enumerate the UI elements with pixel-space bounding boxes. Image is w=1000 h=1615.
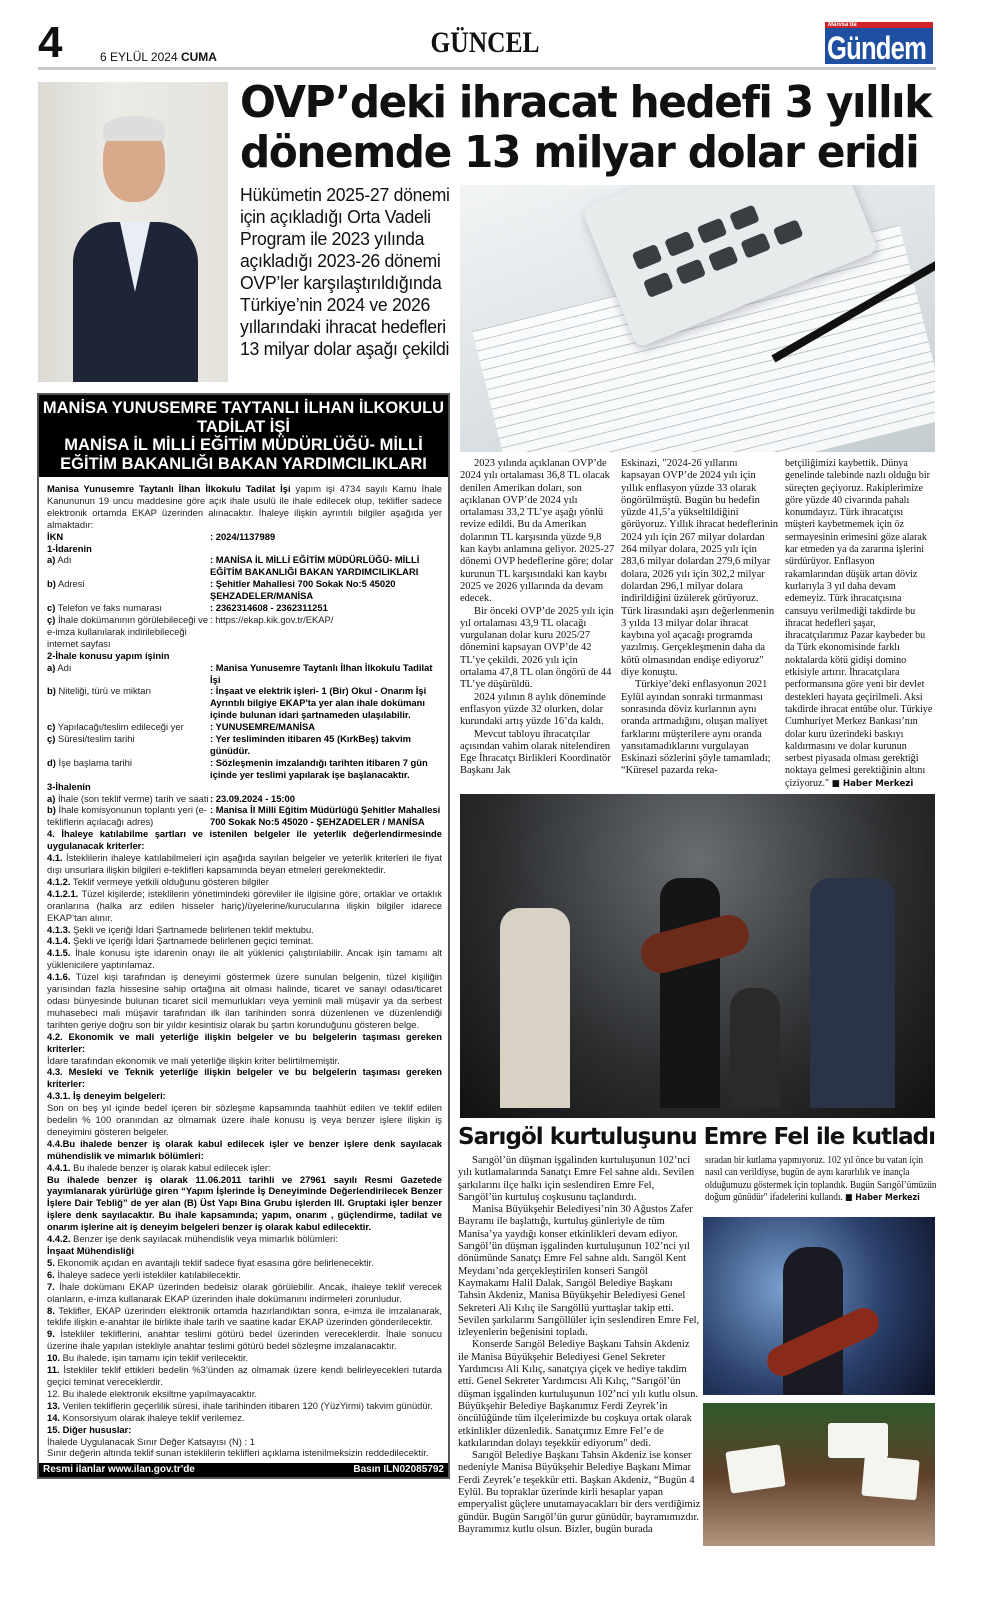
notice-row xyxy=(47,554,442,578)
notice-row xyxy=(47,804,442,828)
row-value: : 23.09.2024 - 15:00 xyxy=(210,792,295,804)
notice-item xyxy=(47,935,442,947)
row-value: : YUNUSEMRE/MANİSA xyxy=(210,721,316,733)
row-label: ç) Süresi/teslim tarihi xyxy=(47,733,135,745)
item-number: 7. xyxy=(47,1280,55,1292)
row-label: b) İhale komisyonunun toplantı yeri (e-tekliflerin açılacağı adres) xyxy=(47,804,207,828)
item-text: Son on beş yıl içinde bedel içeren bir sözleşme kapsamında taahhüt edilen ve teklif edilen bedelin % 100 oranından az olmamak üzere ihale konusu iş veya benzer işlere ilişkin iş deneyimini gösteren belgeler. xyxy=(47,1102,442,1137)
item-text: Şekli ve içeriği İdari Şartnamede belirlenen geçici teminat. xyxy=(70,935,314,947)
row-value: : İnşaat ve elektrik işleri- 1 (Bir) Okul - Onarım İşi Ayrıntılı bilgiye EKAP'ta yer alan ihale dokümanı içinde bulunan idari şartnameden ulaşılabilir. xyxy=(210,685,427,721)
notice-item xyxy=(47,888,442,924)
crowd-photo xyxy=(703,1403,935,1546)
item-text: 12. Bu ihalede elektronik eksiltme yapılmayacaktır. xyxy=(47,1387,257,1399)
notice-item xyxy=(47,828,442,852)
notice-intro-bold: Manisa Yunusemre Taytanlı İlhan İlkokulu Tadilat İşi xyxy=(47,483,291,494)
row-label: c) Telefon ve faks numarası xyxy=(47,602,162,614)
notice-item xyxy=(47,1090,442,1102)
page-number: 4 xyxy=(38,18,63,67)
paragraph: Bir önceki OVP’de 2025 yılı için yıl ortalaması 43,9 TL olacağı vurgulanan dolar kuru 2025/27 dönemini kapsayan OVP’de 42 TL’ye çekildi. 2026 yılı için ortalama 47,8 TL olan öngörü de 44 TL’ye düşürüldü. xyxy=(460,605,614,691)
notice-item xyxy=(47,1328,442,1352)
item-text: İstekliler tekliflerini, anahtar teslimi götürü bedel üzerinden vereceklerdir. İhale sonucu üzerine ihale yapılan istekliyle anahtar teslimi götürü bedel sözleşme imzalanacaktır. xyxy=(47,1328,442,1352)
notice-item xyxy=(47,947,442,971)
section-title: GÜNCEL xyxy=(430,26,540,59)
notice-item xyxy=(47,1055,442,1067)
item-text: Verilen tekliflerin geçerlilik süresi, ihale tarihinden itibaren 120 (YüzYirmi) takvim günüdür. xyxy=(60,1399,433,1411)
item-text: Konsorsiyum olarak ihaleye teklif verilemez. xyxy=(60,1411,245,1423)
item-text: İstekliler teklif ettikleri bedelin %3’ünden az olmamak üzere kendi belirleyecekleri tutarda geçici teminat vereceklerdir. xyxy=(47,1364,442,1387)
item-number: 4.1.2.1. xyxy=(47,887,79,899)
item-number: 4.3.1. İş deneyim belgeleri: xyxy=(47,1090,166,1102)
item-text: Sınır değerin altında teklif sunan isteklilerin teklifleri açıklama istenilmeksizin reddedilecektir. xyxy=(47,1447,429,1459)
paragraph: Konserde Sarıgöl Belediye Başkanı Tahsin Akdeniz ile Manisa Büyükşehir Belediyesi Genel Sekreter Yardımcısı Ali Kılıç, sanatçıya çiçek ve hediye takdim etti. Genel Sekreter Yardımcısı Ali Kılıç, “Sarıgöl’ün düşman işgalinden kurtuluşunun 102’nci yılı kutlu olsun. Büyükşehir Belediye Başkanımız Ferdi Zeyrek’in öncülüğünde tüm ilçelerimizde bu coşkuya ortak olarak etkinlikler düzenledik. Sanatçımız Emre Fel’e de katkılarından dolayı teşekkür ediyorum" dedi. xyxy=(458,1339,699,1449)
notice-row xyxy=(47,614,442,650)
item-number: 4.4.1. xyxy=(47,1161,71,1173)
notice-row xyxy=(47,602,442,614)
row-label: b) Adresi xyxy=(47,578,85,590)
paragraph: Eskinazi, "2024-26 yıllarını kapsayan OVP’de 2024 yılı için yıllık enflasyon yüzde 33 olarak öngörülmüştü. Bugün bu hedefin yüzde 41,5’a yükseltildiğini görüyoruz. Yıllık ihracat hedeflerinin 2024 yılı için 267 milyar dolardan 264 milyar dolara, 2025 yılı için 283,6 milyar dolardan 279,6 milyar dolara, 2026 yılı için 302,2 milyar dolardan 296,1 milyar dolara indirildiğini üzülerek görüyoruz. Türk lirasındaki aşırı değerlenmenin 3 yılda 13 milyar dolar ihracat kaybına yol açacağı programda yazılmış. Gerçekleşmenin daha da kötü olmasından endişe ediyoruz" diye konuştu. xyxy=(621,458,779,679)
item-text: Tüzel kişi tarafından iş deneyimi göstermek üzere sunulan belgenin, tüzel kişiliğin yarısından fazla hissesine sahip ortağına ait olması halinde, ticaret ve sanayi odası/ticaret odası bünyesinde bulunan ticaret sicil memurlukları veya yeminli mali müşavir ya da serbest muhasebeci mali müşavir tarafından ilk ilan tarihinden sonra düzenlenen ve düzenlendiği tarihten geriye doğru son bir yıldır kesintisiz olarak bu şartın korunduğunu gösteren belge. xyxy=(47,971,442,1030)
headline: OVP’deki ihracat hedefi 3 yıllık dönemde 13 milyar dolar eridi xyxy=(240,77,931,178)
item-number: 14. xyxy=(47,1411,61,1423)
notice-item xyxy=(47,852,442,876)
row-label: a) Adı xyxy=(47,554,72,566)
paragraph: Manisa Büyükşehir Belediyesi’nin 30 Ağustos Zafer Bayramı ile başlattığı, kurtuluş günleriyle de tüm Manisa’ya yaydığı konser etkinlikleri devam ediyor. Sarıgöl’ün düşman işgalinden kurtuluşunun 102’nci yıl dönümünde Sanatçı Emre Fel sahne aldı. Sarıgöl Kent Meydanı’nda gerçekleştirilen konseri Sarıgöl Kaymakamı Halil Dalak, Sarıgöl Belediye Başkanı Tahsin Akdeniz, Manisa Büyükşehir Belediyesi Genel Sekreteri Ali Kılıç ile Sarıgöllü yurttaşlar takip etti. Sevilen şarkılarını Sarıgöllüler için seslendiren Emre Fel, izleyenlerin beğenisini topladı. xyxy=(458,1204,700,1339)
notice-item xyxy=(47,1138,442,1162)
notice-row xyxy=(47,578,442,602)
item-number: 4.1.6. xyxy=(47,971,71,983)
row-value: : Şehitler Mahallesi 700 Sokak No:5 45020 ŞEHZADELER/MANİSA xyxy=(210,578,396,602)
notice-item xyxy=(47,1412,442,1424)
row-label: d) İşe başlama tarihi xyxy=(47,756,132,768)
notice-body xyxy=(39,477,448,1463)
article1-column-1 xyxy=(460,458,615,778)
paragraph: betçiliğimizi kaybettik. Dünya genelinde talebinde nazlı olduğu bir süreçten geçiyoruz. Rakiplerimize göre yüzde 40 civarında pahalı konumdayız. Türk ihracatçısı müşteri kaybetmemek için öz sermayesinin erimesini göze alarak kar etmeden ya da zararına işlerini sürdürüyor. Enflasyon rakamlarından düşük artan döviz kurlarıyla 3 yıl daha devam edemeyiz. Türk ihracatçısına cansuyu verilmediği takdirde bu ihracat hedefleri şaşar, ihracatçılarımız Pazar kaybeder bu da Türk ekonomisinde farklı noktalarda kötü gidişi domino etkisiyle artırır. İhracatçılara performansına göre yeni bir devlet destekleri hayata geçirilmeli. Aksi takdirde ihracat entübe olur. Türkiye Cumhuriyet Merkez Bankası’nın dolar kuru üzerindeki baskıyı kaldırmasını ve dolar kurunun serbest piyasada olması gerektiği noktaya gelmesi gerektiğinin altını çiziyoruz." xyxy=(785,458,933,789)
calculator-photo xyxy=(460,185,935,452)
logo-text: Gündem xyxy=(827,30,927,66)
item-number: 15. Diğer hususlar: xyxy=(47,1423,132,1435)
weekday: CUMA xyxy=(180,50,217,64)
row-value: : Yer tesliminden itibaren 45 (KırkBeş) takvim günüdür. xyxy=(210,733,411,756)
newspaper-logo xyxy=(825,22,933,64)
row-value: : 2362314608 - 2362311251 xyxy=(210,602,328,614)
row-value: : Manisa Yunusemre Taytanlı İlhan İlkokulu Tadilat İşi xyxy=(210,661,433,685)
item-text: Şekli ve içeriği İdari Şartnamede belirlenen teklif mektubu. xyxy=(70,923,314,935)
row-label: a) İhale (son teklif verme) tarih ve saati xyxy=(47,792,209,804)
byline: ■ Haber Merkezi xyxy=(831,778,914,789)
notice-footer xyxy=(39,1463,448,1477)
item-number: 4.2. Ekonomik ve mali yeterliğe ilişkin belgeler ve bu belgelerin taşıması gereken kriterler: xyxy=(47,1030,442,1054)
notice-item xyxy=(47,1102,442,1138)
notice-item xyxy=(47,1031,442,1055)
notice-item xyxy=(47,1257,442,1269)
concert-stage-photo xyxy=(460,794,935,1118)
item-text: Tüzel kişilerde; isteklilerin yönetimindeki görevliler ile ilgisine göre, ortaklar ve ortaklık oranlarına (halka arz edilen hisseler hariç)/üyelerine/kurucularına ilişkin bilgiler idarece EKAP’tan alınır. xyxy=(47,887,442,923)
item-text: İsteklilerin ihaleye katılabilmeleri için aşağıda sayılan belgeler ve yeterlik kriterleri ile fiyat dışı unsurlara ilişkin bilgileri e-teklifleri kapsamında beyan etmeleri gerekmektedir. xyxy=(47,852,442,875)
tender-notice xyxy=(37,393,450,1479)
notice-row xyxy=(47,721,442,733)
item-text: Bu ihalede, işin tamamı için teklif verilecektir. xyxy=(60,1352,249,1364)
item-number: İnşaat Mühendisliği xyxy=(47,1245,134,1256)
notice-title xyxy=(39,395,448,477)
section-heading: 1-İdarenin xyxy=(47,542,92,554)
ikn-label: İKN xyxy=(47,530,64,542)
item-number: 4.1.3. xyxy=(47,923,71,935)
row-value: : https://ekap.kik.gov.tr/EKAP/ xyxy=(210,613,334,625)
item-text: İhale konusu işte idarenin onayı ile alt yüklenici çalıştırılabilir. Ancak işin tamamı alt yüklenicilere yaptırılamaz. xyxy=(47,947,442,971)
portrait-photo xyxy=(38,82,228,382)
item-number: 9. xyxy=(47,1328,55,1340)
notice-item xyxy=(47,1245,442,1257)
ikn-value: : 2024/1137989 xyxy=(210,530,276,542)
article1-column-2 xyxy=(621,458,779,778)
item-text: İhaleye sadece yerli istekliler katılabilecektir. xyxy=(54,1268,241,1280)
date: 6 EYLÜL 2024 xyxy=(100,50,178,64)
notice-item xyxy=(47,1066,442,1090)
paragraph: Türkiye’deki enflasyonun 2021 Eylül ayından sonraki tırmanması sonrasında döviz kurlarının aynı oranda artmadığını, oluşan maliyet farklarını müşterilere aynı oranda yansıtamadıklarını vurgulayan Eskinazi sözlerini şöyle tamamladı; “Küresel pazarda reka- xyxy=(621,679,771,777)
article1-column-3 xyxy=(785,458,935,790)
notice-item xyxy=(47,1447,442,1459)
item-number: 4.1.2. xyxy=(47,875,71,887)
notice-item xyxy=(47,1388,442,1400)
paragraph: Mevcut tabloyu ihracatçılar açısından vahim olarak nitelendiren Ege İhracatçı Birlikleri Koordinatör Başkanı Jak xyxy=(460,728,611,777)
item-number: 8. xyxy=(47,1304,55,1316)
notice-item xyxy=(47,1233,442,1245)
paragraph: 2024 yılının 8 aylık döneminde enflasyon yüzde 32 olurken, dolar kurundaki artış yüzde 16’da kaldı. xyxy=(460,691,606,728)
item-number: 4. İhaleye katılabilme şartları ve istenilen belgeler ile yeterlik değerlendirmesinde uygulanacak kriterler: xyxy=(47,828,442,852)
logo-small: Manisa'da xyxy=(828,22,857,28)
notice-item xyxy=(47,971,442,1031)
notice-item xyxy=(47,1269,442,1281)
paragraph: Sarıgöl Belediye Başkanı Tahsin Akdeniz ise konser nedeniyle Manisa Büyükşehir Belediye Başkanı Mimar Ferdi Zeyrek’e teşekkür etti. Başkan Akdeniz, “Bugün 4 Eylül. Bu topraklar üzerinde kirli hesaplar yapan emperyalist güçlere unutamayacakları bir ders verdiğimiz gündür. Bugün Sarıgöl’ün gurur günüdür, bayramımızdır. Bayramımız kutlu olsun. Bizler, bugün burada xyxy=(458,1450,701,1535)
item-number: 10. xyxy=(47,1352,61,1364)
footer-right: Basın ILN02085792 xyxy=(353,1464,444,1476)
row-value: : Sözleşmenin imzalandığı tarihten itibaren 7 gün içinde yer teslimi yapılarak işe başlanacaktır. xyxy=(210,756,428,780)
notice-row xyxy=(47,662,442,686)
lede: Hükümetin 2025-27 dönemi için açıkladığı Orta Vadeli Program ile 2023 yılında açıkladığı 2023-26 dönemi OVP’ler karşılaştırıldığında Türkiye’nin 2024 ve 2026 yıllarındaki ihracat hedefleri 13 milyar dolar aşağı çekildi xyxy=(240,185,450,359)
notice-item xyxy=(47,1162,442,1174)
footer-left[interactable]: Resmi ilanlar www.ilan.gov.tr'de xyxy=(43,1464,195,1476)
notice-item xyxy=(47,1436,442,1448)
item-number: 4.4.Bu ihalede benzer iş olarak kabul edilecek işler ve benzer işlere denk sayılacak mühendislik ve mimarlık bölümleri: xyxy=(47,1137,442,1161)
section-heading: 3-İhalenin xyxy=(47,780,91,792)
notice-item xyxy=(47,1305,442,1329)
item-number: 13. xyxy=(47,1399,61,1411)
paragraph: 2023 yılında açıklanan OVP’de 2024 yılı ortalaması 36,8 TL olacak denilen Amerikan doları, son açıklanan OVP’de 2024 yılı ortalaması 33,2 TL’ye aşağı yönlü revize edildi. Bu da Amerikan dolarının TL karşısında yüzde 9,8 kan kaybı anlamına geliyor. 2025-27 dönemi OVP hedeflerine göre; dolar kurunun TL karşısındaki kan kaybı 2025 ve 2026 yıllarında da devam edecek. xyxy=(460,458,615,605)
item-text: Teklif vermeye yetkili olduğunu gösteren bilgiler xyxy=(70,875,269,887)
notice-item xyxy=(47,1424,442,1436)
item-text: İhalede Uygulanacak Sınır Değer Katsayısı (N) : 1 xyxy=(47,1435,255,1447)
row-label: a) Adı xyxy=(47,661,72,673)
notice-item xyxy=(47,924,442,936)
item-number: Bu ihalede benzer iş olarak 11.06.2011 tarihli ve 27961 sayılı Resmi Gazetede yayımlanarak yürürlüğe giren “Yapım İşlerinde İş Deneyiminde Değerlendirilecek Benzer İşlere Dair Tebliğ” de yer alan (B) Üst Yapı Bina Grubu işlerden III. Gruptaki işler benzer işlere denk sayılacaktır. Bu ihale kapsamında; yapım, onarım , güçlendirme, tadilat ve onarım işlerine ait iş deneyim belgeleri benzer iş olarak kabul edilecektir. xyxy=(47,1173,442,1233)
section-heading: 2-İhale konusu yapım işinin xyxy=(47,649,170,661)
notice-intro: yapım işi 4734 sayılı Kamu İhale Kanununun 19 uncu maddesine göre açık ihale usulü ile ihale edilecek olup, teklifler sadece elektronik ortamda EKAP üzerinden alınacaktır. İhaleye ilişkin ayrıntılı bilgiler aşağıda yer almaktadır: xyxy=(47,483,442,530)
row-label: b) Niteliği, türü ve miktarı xyxy=(47,685,152,697)
item-text: Teklifler, EKAP üzerinden elektronik ortamda hazırlandıktan sonra, e-imza ile imzalanarak, teklife ilişkin e-anahtar ile birlikte ihale tarih ve saatine kadar EKAP üzerinden gönderilecektir. xyxy=(47,1304,442,1328)
item-text: İdare tarafından ekonomik ve mali yeterliğe ilişkin kriter belirtilmemiştir. xyxy=(47,1054,340,1066)
item-number: 4.1. xyxy=(47,852,63,864)
paragraph: Sarıgöl’ün düşman işgalinden kurtuluşunun 102’nci yılı kutlamalarında Sanatçı Emre Fel sahne aldı. Sevilen şarkılarını ilçe halkı için seslendiren Emre Fel, Sarıgöl’ün kurtuluş coşkusunu taçlandırdı. xyxy=(458,1155,695,1203)
paragraph: sıradan bir kutlama yapmıyoruz. 102 yıl önce bu vatan için nasıl can verildiyse, bugün de aynı kararlılık ve inançla olduğumuzu göstermek için toplandık. Bugün Sarıgöl’ümüzün doğum günüdür" ifadelerini kullandı. xyxy=(705,1155,937,1203)
notice-item xyxy=(47,1400,442,1412)
item-text: İhale dokümanı EKAP üzerinden bedelsiz olarak görülebilir. Ancak, ihaleye teklif verecek olanların, e-imza kullanarak EKAP üzerinden ihale dokümanını indirmeleri zorunludur. xyxy=(47,1280,442,1304)
notice-item xyxy=(47,1174,442,1234)
notice-item xyxy=(47,876,442,888)
issue-date xyxy=(100,50,217,64)
row-label: c) Yapılacağı/teslim edileceği yer xyxy=(47,721,184,733)
notice-row xyxy=(47,733,442,757)
item-number: 4.1.4. xyxy=(47,935,71,947)
row-value: : Manisa İl Milli Eğitim Müdürlüğü Şehitler Mahallesi 700 Sokak No:5 45020 - ŞEHZADELER / MANİSA xyxy=(210,804,441,828)
header-rule xyxy=(38,67,936,70)
notice-row xyxy=(47,685,442,721)
notice-row xyxy=(47,793,442,805)
item-text: Benzer işe denk sayılacak mühendislik veya mimarlık bölümleri: xyxy=(70,1233,338,1245)
item-number: 6. xyxy=(47,1268,55,1280)
article2-column-2 xyxy=(705,1155,937,1204)
item-number: 11. xyxy=(47,1364,60,1376)
notice-item xyxy=(47,1364,442,1388)
byline: ■ Haber Merkezi xyxy=(845,1192,920,1203)
notice-item xyxy=(47,1352,442,1364)
item-number: 5. xyxy=(47,1256,55,1268)
item-number: 4.3. Mesleki ve Teknik yeterliğe ilişkin belgeler ve bu belgelerin taşıması gereken kriterler: xyxy=(47,1066,442,1090)
notice-title-line: MANİSA İL MİLLİ EĞİTİM MÜDÜRLÜĞÜ- MİLLİ EĞİTİM BAKANLIĞI BAKAN YARDIMCILIKLARI xyxy=(60,436,427,473)
row-value: : MANİSA İL MİLLİ EĞİTİM MÜDÜRLÜĞÜ- MİLLİ EĞİTİM BAKANLIĞI BAKAN YARDIMCILIKLARI xyxy=(210,554,420,578)
item-number: 4.4.2. xyxy=(47,1233,71,1245)
singer-photo xyxy=(703,1217,935,1395)
headline-sarigol: Sarıgöl kurtuluşunu Emre Fel ile kutladı xyxy=(458,1122,936,1150)
item-number: 4.1.5. xyxy=(47,947,71,959)
notice-item xyxy=(47,1281,442,1305)
article2-column-1 xyxy=(458,1155,701,1536)
row-label: ç) İhale dokümanının görülebileceği ve e-imza kullanılarak indirilebileceği internet sayfası xyxy=(47,613,209,649)
notice-title-line: MANİSA YUNUSEMRE TAYTANLI İLHAN İLKOKULU TADİLAT İŞİ xyxy=(42,399,445,436)
item-text: Ekonomik açıdan en avantajlı teklif sadece fiyat esasına göre belirlenecektir. xyxy=(54,1256,374,1268)
notice-row xyxy=(47,757,442,781)
item-text: Bu ihalede benzer iş olarak kabul edilecek işler: xyxy=(70,1161,271,1173)
